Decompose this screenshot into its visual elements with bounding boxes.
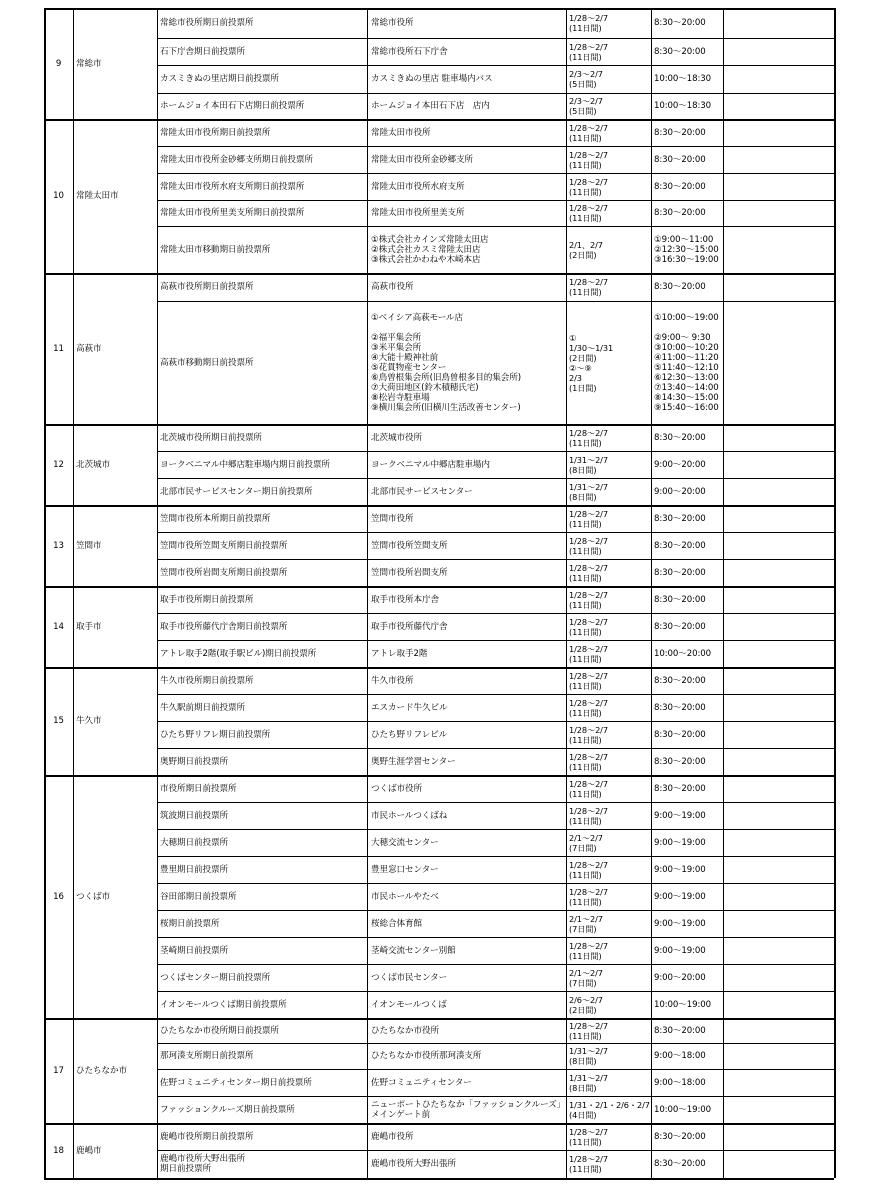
row-border [157,721,834,722]
voting-hours: 8:30～20:00 [654,1159,706,1169]
place-location: イオンモールつくば [371,999,447,1010]
place-name: 鹿嶋市役所大野出張所 期日前投票所 [160,1154,245,1174]
voting-hours: 10:00～19:00 [654,999,712,1010]
voting-hours: 8:30～20:00 [654,432,706,443]
voting-hours: 8:30～20:00 [654,282,706,292]
row-border [157,173,834,174]
grid-vline [834,8,836,1178]
voting-hours: 8:30～20:00 [654,567,706,578]
voting-period: 1/28～2/7 (11日間) [569,122,608,143]
grid-vline [651,8,652,1178]
place-location: 佐野コミュニティセンター [371,1077,472,1088]
voting-hours: 8:30～20:00 [654,181,706,192]
place-name: ホームジョイ本田石下店期日前投票所 [160,101,305,111]
place-location: 笠間市役所 [371,513,414,524]
voting-hours: 10:00～18:30 [654,74,712,84]
row-border [157,532,834,533]
voting-hours: 9:00～20:00 [654,459,706,470]
place-location: 大穂交流センター [371,837,439,848]
table-bottom-border [44,1178,834,1180]
place-name: 牛久市役所期日前投票所 [160,675,254,686]
place-name: 常陸太田市役所期日前投票所 [160,127,271,138]
voting-hours: 9:00～19:00 [654,918,706,929]
place-location: 桜総合体育館 [371,918,422,929]
voting-period: 1/31～2/7 (8日間) [569,1046,608,1066]
row-number: 17 [53,1065,64,1076]
voting-period: 1/31～2/7 (8日間) [569,1072,608,1093]
voting-period: 2/3～2/7 (5日間) [569,69,603,89]
row-border [157,964,834,965]
place-name: ファッションクルーズ期日前投票所 [160,1104,295,1115]
voting-hours: 9:00～20:00 [654,486,706,497]
voting-period: 1/28～2/7 (11日間) [569,176,608,197]
voting-period: 2/3～2/7 (5日間) [569,96,603,116]
place-name: ひたちなか市役所期日前投票所 [160,1025,279,1036]
place-name: 北茨城市役所期日前投票所 [160,432,262,443]
city-name: 取手市 [76,621,102,632]
row-number: 12 [53,459,64,470]
voting-period: 1/28～2/7 (11日間) [569,203,608,223]
place-location: 豊里窓口センター [371,864,439,875]
voting-hours: 9:00～18:00 [654,1077,706,1088]
place-location: 鹿嶋市役所 [371,1131,414,1142]
row-border [157,200,834,201]
voting-hours: 8:30～20:00 [654,756,706,767]
grid-vline [367,8,368,1178]
grid-vline [157,8,158,1178]
place-name: 筑波期日前投票所 [160,810,228,821]
row-border [157,640,834,641]
voting-hours: 8:30～20:00 [654,1131,706,1142]
place-name: 常総市役所期日前投票所 [160,18,254,28]
voting-hours: ①9:00～11:00 ②12:30～15:00 ③16:30～19:00 [654,234,719,265]
row-border [157,559,834,560]
voting-period: ① 1/30～1/31 (2日間) ②～⑨ 2/3 (1日間) [569,332,614,393]
voting-hours: 8:30～20:00 [654,46,706,57]
row-number: 15 [53,716,64,726]
place-location: 常陸太田市役所 [371,127,431,138]
city-name: ひたちなか市 [76,1065,127,1076]
row-border [157,38,834,39]
voting-period: 1/28～2/7 (11日間) [569,589,608,610]
row-border [157,883,834,884]
place-name: 那珂湊支所期日前投票所 [160,1051,254,1061]
row-border [157,613,834,614]
grid-vline [73,8,74,1178]
group-border [44,505,834,507]
voting-hours: 8:30～20:00 [654,729,706,740]
voting-period: 1/31・2/1・2/6・2/7 (4日間) [569,1099,650,1120]
voting-hours: 9:00～20:00 [654,972,706,983]
voting-period: 1/28～2/7 (11日間) [569,1126,608,1147]
place-name: 市役所期日前投票所 [160,783,237,794]
place-location: つくば市役所 [371,783,422,794]
row-number: 18 [53,1145,64,1156]
place-location: 常陸太田市役所水府支所 [371,181,465,192]
place-name: 奥野期日前投票所 [160,756,228,767]
place-location: 常総市役所石下庁舎 [371,46,448,57]
voting-hours: 8:30～20:00 [654,1025,706,1036]
row-border [157,226,834,227]
voting-hours: 8:30～20:00 [654,621,706,632]
place-name: 常陸太田市役所里美支所期日前投票所 [160,208,305,218]
voting-hours: 8:30～20:00 [654,127,706,138]
place-name: 常陸太田市移動期日前投票所 [160,244,271,255]
voting-period: 1/28～2/7 (11日間) [569,508,608,529]
place-location: 笠間市役所岩間支所 [371,567,448,578]
voting-hours: 8:30～20:00 [654,702,706,713]
city-name: 常陸太田市 [76,191,119,201]
place-location: ひたちなか市役所那珂湊支所 [371,1051,482,1061]
place-name: 高萩市移動期日前投票所 [160,357,254,368]
place-name: 笠間市役所本所期日前投票所 [160,513,271,524]
place-name: 鹿嶋市役所期日前投票所 [160,1131,254,1142]
voting-period: 1/31～2/7 (8日間) [569,481,608,502]
place-location: 高萩市役所 [371,282,414,292]
voting-period: 1/28～2/7 (11日間) [569,427,608,448]
voting-hours: 8:30～20:00 [654,783,706,794]
voting-period: 1/28～2/7 (11日間) [569,616,608,637]
place-location: 茎崎交流センター別館 [371,945,456,956]
row-border [157,856,834,857]
voting-period: 2/6～2/7 (2日間) [569,994,603,1015]
row-border [157,1150,834,1151]
voting-period: 1/28～2/7 (11日間) [569,778,608,799]
place-name: 谷田部期日前投票所 [160,891,237,902]
place-location: 笠間市役所笠間支所 [371,540,448,551]
group-border [44,667,834,669]
place-location: 取手市役所本庁舎 [371,594,439,605]
voting-hours: 9:00～18:00 [654,1051,706,1061]
group-border [44,775,834,777]
place-name: アトレ取手2階(取手駅ビル)期日前投票所 [160,648,317,659]
place-name: 取手市役所藤代庁舎期日前投票所 [160,621,288,632]
voting-hours: 8:30～20:00 [654,540,706,551]
row-border [157,146,834,147]
grid-vline [44,8,46,1178]
city-name: 高萩市 [76,343,102,354]
place-name: イオンモールつくば期日前投票所 [160,999,287,1010]
place-location: 牛久市役所 [371,675,414,686]
place-location: ホームジョイ本田石下店 店内 [371,101,490,111]
group-border [44,119,834,121]
place-location: カスミきぬの里店 駐車場内バス [371,74,493,84]
row-number: 13 [53,540,64,551]
row-border [157,748,834,749]
voting-period: 1/28～2/7 (11日間) [569,805,608,826]
voting-period: 1/28～2/7 (11日間) [569,859,608,880]
place-name: 大穂期日前投票所 [160,837,228,848]
place-name: 桜期日前投票所 [160,918,220,929]
city-name: 鹿嶋市 [76,1145,102,1156]
place-location: ①株式会社カインズ常陸太田店 ②株式会社カスミ常陸太田店 ③株式会社かわねや木崎本店 [371,234,489,265]
voting-period: 1/31～2/7 (8日間) [569,454,608,475]
group-border [44,1018,834,1020]
voting-hours: 8:30～20:00 [654,513,706,524]
row-border [157,478,834,479]
voting-period: 1/28～2/7 (11日間) [569,1020,608,1041]
voting-period: 1/28～2/7 (11日間) [569,149,608,170]
voting-period: 1/28～2/7 (11日間) [569,277,608,297]
group-border [44,273,834,275]
grid-vline [566,8,567,1178]
voting-period: 1/28～2/7 (11日間) [569,643,608,664]
voting-period: 1/28～2/7 (11日間) [569,724,608,745]
voting-period: 1/28～2/7 (11日間) [569,751,608,772]
row-border [157,802,834,803]
city-name: 北茨城市 [76,459,110,470]
place-location: 取手市役所藤代庁舎 [371,621,448,632]
group-border [44,424,834,426]
place-name: 笠間市役所岩間支所期日前投票所 [160,567,288,578]
place-location: 常陸太田市役所金砂郷支所 [371,154,473,165]
row-border [157,1043,834,1044]
voting-hours: 10:00～18:30 [654,101,712,111]
row-border [157,451,834,452]
place-location: 市民ホールつくばね [371,810,448,821]
row-border [157,1069,834,1070]
voting-period: 1/28～2/7 (11日間) [569,13,608,33]
group-border [44,1123,834,1125]
voting-period: 2/1～2/7 (7日間) [569,967,603,988]
voting-hours: 8:30～20:00 [654,18,706,28]
voting-period: 1/28～2/7 (11日間) [569,41,608,62]
place-location: 市民ホールやたべ [371,891,439,902]
place-location: 北部市民サービスセンター [371,486,473,497]
place-name: ひたち野リフレ期日前投票所 [160,729,271,740]
place-name: 佐野コミュニティセンター期日前投票所 [160,1077,312,1088]
voting-hours: 9:00～19:00 [654,945,706,956]
place-location: ひたち野リフレビル [371,729,448,740]
voting-period: 1/28～2/7 (11日間) [569,886,608,907]
place-name: 茎崎期日前投票所 [160,945,228,956]
row-border [157,991,834,992]
row-border [157,910,834,911]
voting-period: 2/1、2/7 (2日間) [569,239,603,260]
voting-hours: 8:30～20:00 [654,594,706,605]
place-name: 常陸太田市役所水府支所期日前投票所 [160,181,305,192]
group-border [44,8,834,10]
row-number: 14 [53,621,64,632]
row-number: 11 [53,343,64,354]
city-name: 笠間市 [76,540,102,551]
place-location: 鹿嶋市役所大野出張所 [371,1159,456,1169]
place-name: 牛久駅前期日前投票所 [160,702,245,713]
voting-period: 1/28～2/7 (11日間) [569,670,608,691]
voting-hours: 9:00～19:00 [654,891,706,902]
voting-hours: 8:30～20:00 [654,154,706,165]
place-location: 常陸太田市役所里美支所 [371,208,465,218]
place-location: ヨークベニマル中郷店駐車場内 [371,459,490,470]
place-name: 石下庁舎期日前投票所 [160,46,245,57]
voting-period: 1/28～2/7 (11日間) [569,1154,608,1174]
row-border [157,694,834,695]
voting-hours: 9:00～19:00 [654,810,706,821]
place-location: 北茨城市役所 [371,432,422,443]
row-border [157,937,834,938]
voting-period: 1/28～2/7 (11日間) [569,562,608,583]
place-name: 高萩市役所期日前投票所 [160,282,254,292]
voting-hours: 10:00～20:00 [654,648,712,659]
place-name: つくばセンター期日前投票所 [160,972,271,983]
place-location: ニューポートひたちなか「ファッションクルーズ」 メインゲート前 [371,1099,566,1120]
group-border [44,586,834,588]
voting-hours: 9:00～19:00 [654,864,706,875]
row-border [157,1096,834,1097]
place-location: つくば市民センター [371,972,448,983]
row-number: 9 [55,58,62,69]
voting-period: 2/1～2/7 (7日間) [569,832,603,853]
voting-period: 2/1～2/7 (7日間) [569,913,603,934]
place-name: 北部市民サービスセンター期日前投票所 [160,486,313,497]
voting-period: 1/28～2/7 (11日間) [569,697,608,718]
place-name: ヨークベニマル中郷店駐車場内期日前投票所 [160,459,330,470]
grid-vline [723,8,724,1178]
place-name: 笠間市役所笠間支所期日前投票所 [160,540,288,551]
voting-period: 1/28～2/7 (11日間) [569,535,608,556]
city-name: つくば市 [76,891,110,902]
place-location: アトレ取手2階 [371,648,428,659]
place-name: 取手市役所期日前投票所 [160,594,254,605]
row-border [157,93,834,94]
place-location: ①ベイシア高萩モール店 ②福平集会所 ③米平集会所 ④大能十殿神社前 ⑤花貫物産センター ⑥鳥曽根集会所(旧鳥曽根多目的集会所) ⑦大荷田地区(鈴木積穂氏宅) ⑧松岩寺駐車場 ⑨横川集会所(旧横川生活改善センター) [371,312,522,413]
voting-hours: 8:30～20:00 [654,675,706,686]
place-location: 奥野生涯学習センター [371,756,456,767]
row-number: 10 [53,191,64,201]
place-location: 常総市役所 [371,18,414,28]
voting-period: 1/28～2/7 (11日間) [569,940,608,961]
place-name: 常陸太田市役所金砂郷支所期日前投票所 [160,154,313,165]
place-name: カスミきぬの里店期日前投票所 [160,74,279,84]
place-location: ひたちなか市役所 [371,1025,439,1036]
voting-hours: 10:00～19:00 [654,1104,712,1115]
voting-hours: 9:00～19:00 [654,837,706,848]
row-border [157,829,834,830]
place-name: 豊里期日前投票所 [160,864,228,875]
row-border [157,65,834,66]
voting-hours: ①10:00～19:00 ②9:00～ 9:30 ③10:00～10:20 ④11:00～11:20 ⑤11:40～12:10 ⑥12:30～13:00 ⑦13:40～14:00 ⑧14:30～15:00 ⑨15:40～16:00 [654,312,719,413]
row-number: 16 [53,891,64,902]
city-name: 牛久市 [76,716,102,726]
place-location: エスカード牛久ビル [371,702,448,713]
voting-hours: 8:30～20:00 [654,208,706,218]
city-name: 常総市 [76,58,102,69]
row-border [157,301,834,302]
